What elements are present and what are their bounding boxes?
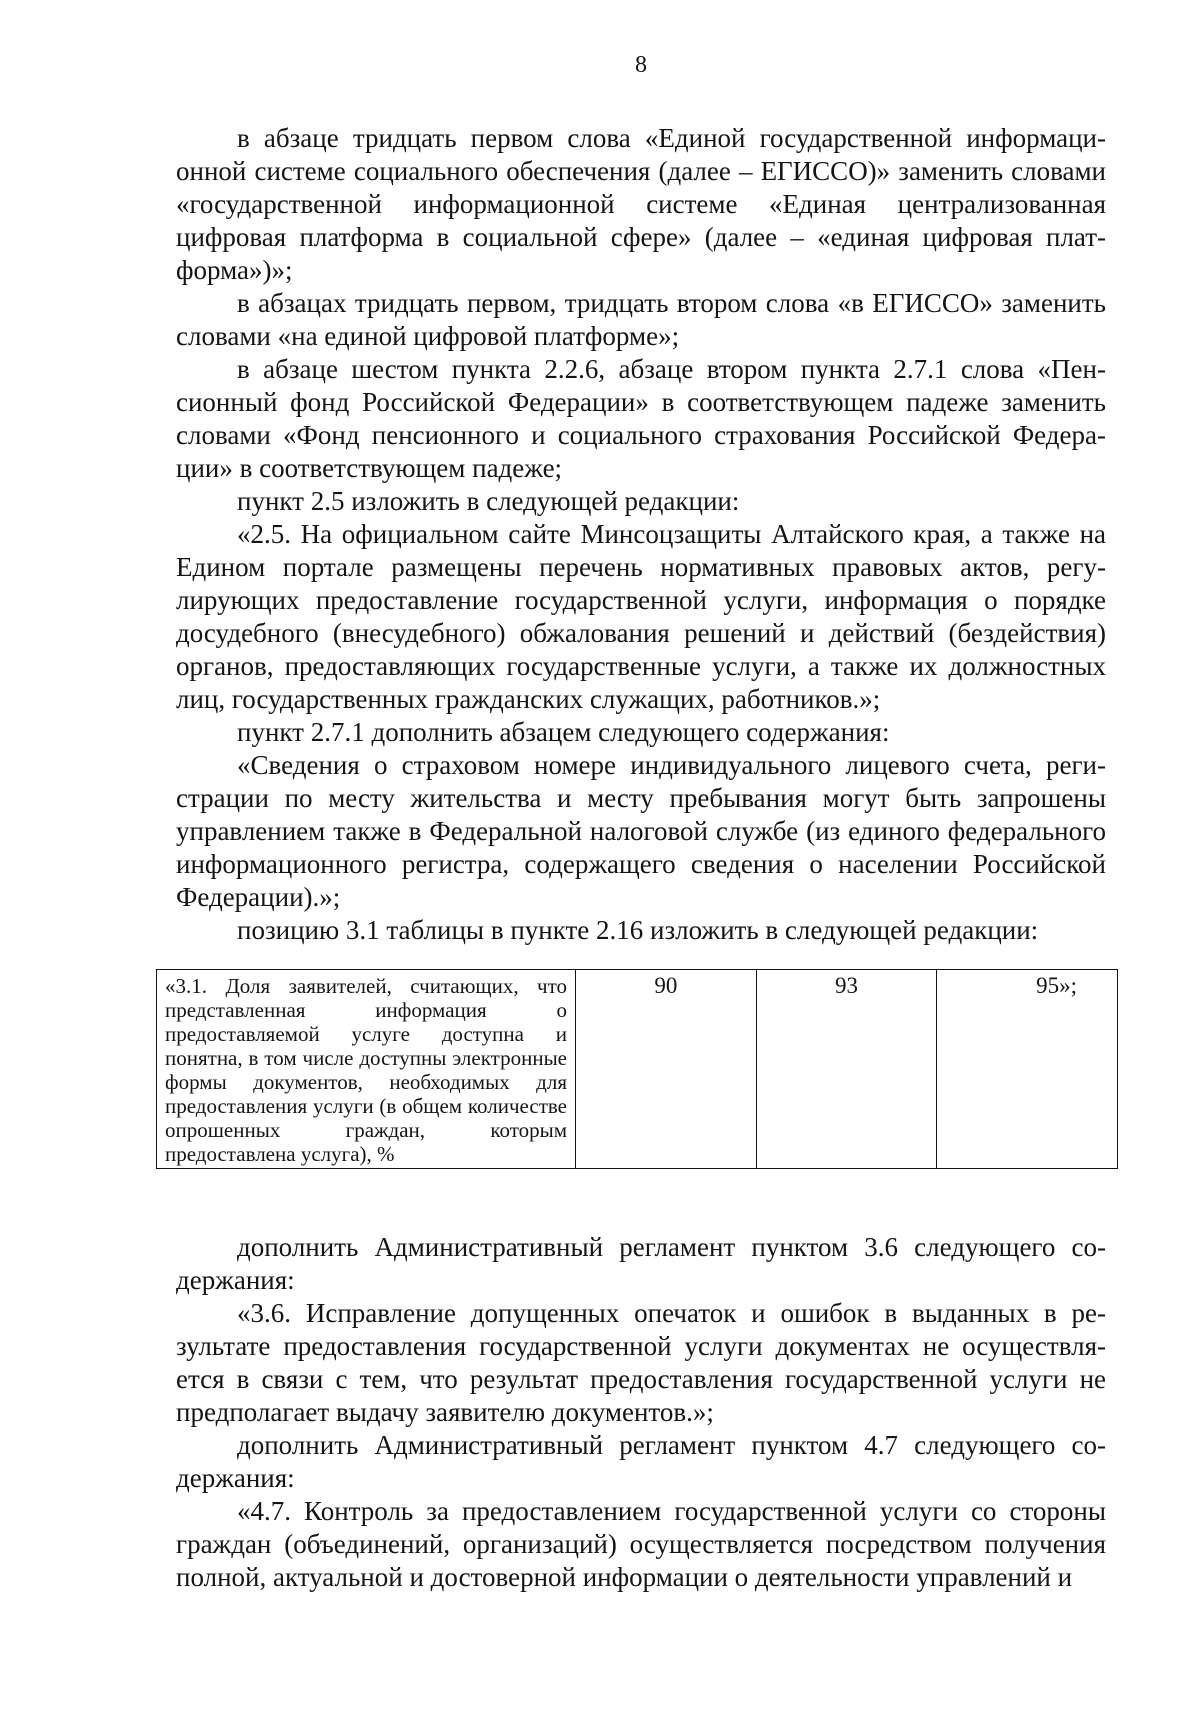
paragraph-item-2-7-1-text: «Сведения о страховом номере индивидуального лицевого счета, регистрации по месту жительства и месту пребывания могут быть запрошены управлением также в Федеральной налоговой службе (из единого федерального информационного регистра, содержащего сведения о населении Российской Федерации).»;: [176, 750, 1106, 912]
table-row: [157, 970, 1118, 1169]
paragraph-item-3-6-text: «3.6. Исправление допущенных опечаток и ошибок в выданных в результате предоставления государственной услуги документах не осуществляется в связи с тем, что результат предоставления государственной услуги не предполагает выдачу заявителю документов.»;: [176, 1298, 1106, 1427]
indicator-value-2-cell: 93: [756, 970, 937, 1169]
paragraph-item-2-7-1-intro: пункт 2.7.1 дополнить абзацем следующего содержания:: [237, 717, 890, 747]
page-number: 8: [635, 52, 647, 78]
paragraph-clauses-31-32-replacement: в абзацах тридцать первом, тридцать втором слова «в ЕГИССО» заменить словами «на единой цифровой платформе»;: [176, 288, 1106, 351]
paragraph-item-3-6-intro: дополнить Административный регламент пунктом 3.6 следующего содержания:: [176, 1232, 1106, 1295]
paragraph-item-4-7-text: «4.7. Контроль за предоставлением государственной услуги со стороны граждан (объединений, организаций) осуществляется посредством получения полной, актуальной и достоверной информации о деятельности управлений и: [176, 1496, 1106, 1592]
paragraph-pension-fund-replacement: в абзаце шестом пункта 2.2.6, абзаце втором пункта 2.7.1 слова «Пенсионный фонд Российской Федерации» в соответствующем падеже заменить словами «Фонд пенсионного и социального страхования Российской Федерации» в соответствующем падеже;: [176, 354, 1106, 483]
indicator-table: [156, 969, 1118, 1169]
paragraph-item-4-7-intro: дополнить Административный регламент пунктом 4.7 следующего содержания:: [176, 1430, 1106, 1493]
indicator-value-3-cell: 95»;: [937, 970, 1118, 1169]
paragraph-table-intro: позицию 3.1 таблицы в пункте 2.16 изложить в следующей редакции:: [237, 915, 1039, 945]
indicator-value-1-cell: 90: [576, 970, 757, 1169]
paragraph-clause-31-replacement: в абзаце тридцать первом слова «Единой государственной информационной системе социального обеспечения (далее – ЕГИССО)» заменить словами «государственной информационной системе «Единая централизованная цифровая платформа в социальной сфере» (далее – «единая цифровая платформа»)»;: [176, 123, 1106, 285]
paragraph-item-2-5-intro: пункт 2.5 изложить в следующей редакции:: [237, 486, 740, 516]
paragraph-item-2-5-text: «2.5. На официальном сайте Минсоцзащиты Алтайского края, а также на Едином портале размещены перечень нормативных правовых актов, регулирующих предоставление государственной услуги, информация о порядке досудебного (внесудебного) обжалования решений и действий (бездействия) органов, предоставляющих государственные услуги, а также их должностных лиц, государственных гражданских служащих, работников.»;: [176, 519, 1106, 714]
indicator-label-cell: «3.1. Доля заявителей, считающих, что представленная информация о предоставляемой услуге доступна и понятна, в том числе доступны электронные формы документов, необходимых для предоставления услуги (в общем количестве опрошенных граждан, которым предоставлена услуга), %: [157, 970, 576, 1169]
